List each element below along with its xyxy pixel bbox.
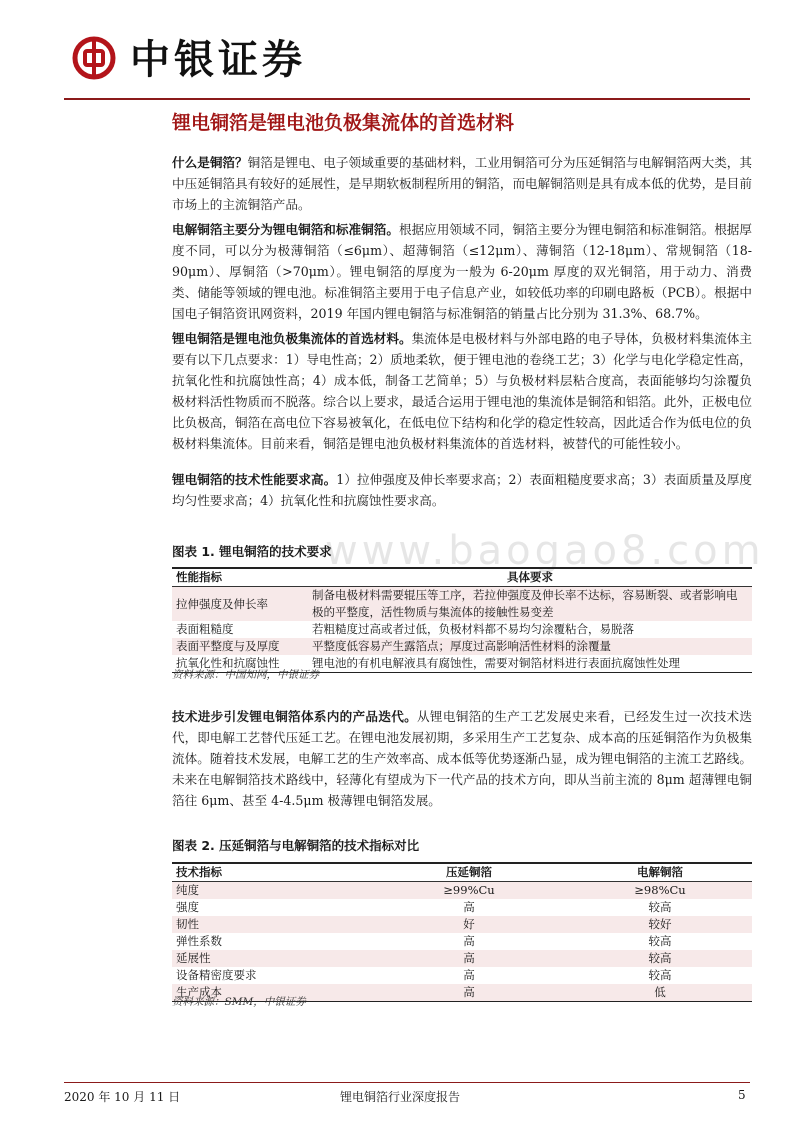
table-header-cell: 具体要求 [308, 568, 752, 587]
table-cell: 高 [463, 934, 475, 948]
footer-divider [64, 1082, 750, 1083]
table-cell: ≥98%Cu [568, 882, 752, 900]
page-number: 5 [738, 1088, 746, 1102]
table-row [172, 933, 752, 950]
paragraph-foil-types [172, 219, 752, 324]
paragraph-lead: 技术进步引发锂电铜箔体系内的产品迭代。 [172, 709, 418, 724]
figure1-source: 资料来源：中国知网，中银证券 [172, 669, 319, 681]
paragraph-tech-requirements [172, 469, 752, 511]
table-cell: 表面粗糙度 [176, 622, 234, 636]
table-row [172, 967, 752, 984]
table-row [172, 899, 752, 916]
table-cell: 高 [463, 900, 475, 914]
table-cell: 弹性系数 [176, 934, 222, 948]
table-row [172, 587, 752, 622]
table-cell: 较好 [568, 916, 752, 933]
table-row [172, 950, 752, 967]
paragraph-text: 1）拉伸强度及伸长率要求高；2）表面粗糙度要求高；3）表面质量及厚度均匀性要求高；4）抗氧化性和抗腐蚀性要求高。 [172, 472, 752, 508]
table-cell: 较高 [648, 900, 672, 914]
table-cell: 延展性 [172, 950, 370, 967]
table-row [172, 916, 752, 933]
paragraph-what-is-copper-foil [172, 152, 752, 215]
paragraph-text: 集流体是电极材料与外部电路的电子导体，负极材料集流体主要有以下几点要求：1）导电性高；2）质地柔软，便于锂电池的卷绕工艺；3）化学与电化学稳定性高，抗氧化性和抗腐蚀性高；4）成本低，制备工艺简单；5）与负极材料层粘合度高，表面能够均匀涂覆负极材料活性物质而不脱落。综合以上要求，最适合运用于锂电池的集流体是铜箔和铝箔。此外，正极电位比负极高，铜箔在高电位下容易被氧化，在低电位下结构和化学的稳定性较高，因此适合作为低电位的负极材料集流体。目前来看，铜箔是锂电池负极材料集流体的首选材料，被替代的可能性较小。 [172, 331, 753, 451]
figure2-title: 图表 2. 压延铜箔与电解铜箔的技术指标对比 [172, 838, 420, 853]
table-header-cell: 性能指标 [172, 568, 308, 587]
figure1-title: 图表 1. 锂电铜箔的技术要求 [172, 544, 332, 559]
table-cell: 纯度 [172, 882, 370, 900]
table-cell: 高 [370, 984, 568, 1002]
paragraph-lead: 锂电铜箔是锂电池负极集流体的首选材料。 [172, 331, 412, 346]
section-title: 锂电铜箔是锂电池负极集流体的首选材料 [172, 112, 515, 134]
page-header [0, 0, 800, 108]
paragraph-text: 根据应用领域不同，铜箔主要分为锂电铜箔和标准铜箔。根据厚度不同，可以分为极薄铜箔（≤6μm）、超薄铜箔（≤12μm）、薄铜箔（12-18μm）、常规铜箔（18-90μm）、厚铜箔（>70μm）。锂电铜箔的厚度为一般为 6-20μm 厚度的双光铜箔，用于动力、消费类、储能等领域的锂电池。标准铜箔主要用于电子信息产业，如较低功率的印刷电路板（PCB）。根据中国电子铜箔资讯网资料，2019 年国内锂电铜箔与标准铜箔的销量占比分别为 31.3%、68.7%。 [172, 222, 753, 321]
table-cell: 较高 [648, 934, 672, 948]
watermark: www.baogao8.com [325, 528, 765, 574]
table-cell: 制备电极材料需要辊压等工序，若拉伸强度及伸长率不达标，容易断裂、或者影响电极的平整度，活性物质与集流体的接触性易变差 [308, 587, 752, 622]
paragraph-text: 从锂电铜箔的生产工艺发展史来看，已经发生过一次技术迭代，即电解工艺替代压延工艺。在锂电池发展初期，多采用生产工艺复杂、成本高的压延铜箔作为负极集流体。随着技术发展，电解工艺的生产效率高、成本低等优势逐渐凸显，成为锂电铜箔的主流工艺路线。未来在电解铜箔技术路线中，轻薄化有望成为下一代产品的技术方向，即从当前主流的 8μm 超薄锂电铜箔往 6μm、甚至 4-4.5μm 极薄锂电铜箔发展。 [172, 709, 753, 808]
paragraph-lead: 电解铜箔主要分为锂电铜箔和标准铜箔。 [172, 222, 399, 237]
table-cell: 较高 [648, 968, 672, 982]
table-cell: 高 [463, 968, 475, 982]
brand-name: 中银证券 [130, 37, 306, 83]
figure2-table [172, 862, 752, 1002]
table-header-row [172, 863, 752, 882]
table-cell: ≥99%Cu [370, 882, 568, 900]
bank-of-china-logo-icon [72, 36, 116, 80]
table-cell: 平整度低容易产生露箔点；厚度过高影响活性材料的涂覆量 [308, 638, 752, 655]
figure2-source: 资料来源：SMM，中银证券 [172, 996, 306, 1008]
table-cell: 设备精密度要求 [176, 968, 257, 982]
table-cell: 抗氧化性和抗腐蚀性 [176, 656, 280, 670]
table-row [172, 621, 752, 638]
table-cell: 高 [370, 950, 568, 967]
figure1-table [172, 567, 752, 673]
table-cell: 韧性 [172, 916, 370, 933]
paragraph-current-collector [172, 328, 752, 454]
table-cell: 较高 [568, 950, 752, 967]
table-cell: 强度 [176, 900, 199, 914]
table-cell: 低 [568, 984, 752, 1002]
table-header-cell: 技术指标 [172, 863, 370, 882]
table-row [172, 882, 752, 900]
header-divider [64, 98, 750, 100]
paragraph-lead: 什么是铜箔？ [172, 155, 248, 170]
table-cell: 锂电池的有机电解液具有腐蚀性，需要对铜箔材料进行表面抗腐蚀性处理 [312, 656, 680, 670]
table-header-cell: 电解铜箔 [568, 863, 752, 882]
table-cell: 好 [370, 916, 568, 933]
paragraph-text: 铜箔是锂电、电子领域重要的基础材料，工业用铜箔可分为压延铜箔与电解铜箔两大类，其中压延铜箔具有较好的延展性，是早期软板制程所用的铜箔，而电解铜箔则是具有成本低的优势，是目前市场上的主流铜箔产品。 [172, 155, 753, 212]
footer-date: 2020 年 10 月 11 日 [64, 1090, 181, 1104]
paragraph-product-iteration [172, 706, 752, 811]
table-cell: 拉伸强度及伸长率 [172, 587, 308, 622]
table-header-row [172, 568, 752, 587]
footer-report-title: 锂电铜箔行业深度报告 [340, 1090, 461, 1104]
table-row [172, 638, 752, 655]
table-cell: 生产成本 [172, 984, 370, 1002]
table-header-cell: 压延铜箔 [370, 863, 568, 882]
table-cell: 若粗糙度过高或者过低，负极材料都不易均匀涂覆粘合，易脱落 [312, 622, 634, 636]
paragraph-lead: 锂电铜箔的技术性能要求高。 [172, 472, 337, 487]
table-cell: 表面平整度与及厚度 [172, 638, 308, 655]
